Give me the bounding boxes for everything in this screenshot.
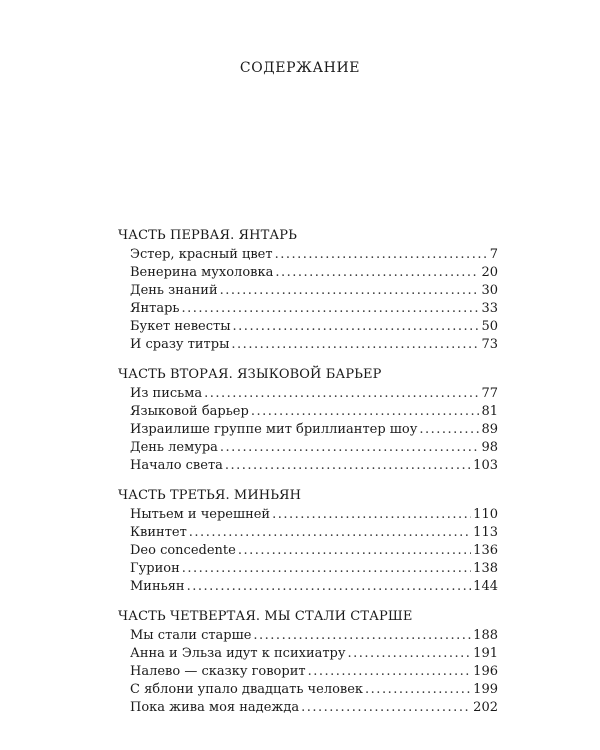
entry-page: 202 bbox=[473, 700, 498, 715]
toc-entry bbox=[118, 542, 498, 560]
dot-leader bbox=[301, 699, 471, 717]
entry-label: Венерина мухоловка bbox=[130, 265, 274, 280]
entry-page: 81 bbox=[481, 404, 498, 419]
entry-label: С яблони упало двадцать человек bbox=[130, 682, 364, 697]
dot-leader bbox=[204, 385, 479, 403]
toc-entry bbox=[118, 645, 498, 663]
entry-label: Налево — сказку говорит bbox=[130, 664, 306, 679]
dot-leader bbox=[238, 542, 471, 560]
entry-page: 73 bbox=[481, 337, 498, 352]
part-title: ЧАСТЬ ВТОРАЯ. ЯЗЫКОВОЙ БАРЬЕР bbox=[118, 367, 382, 382]
entry-label: Букет невесты bbox=[130, 319, 231, 334]
toc-entry bbox=[118, 318, 498, 336]
dot-leader bbox=[251, 403, 480, 421]
dot-leader bbox=[419, 421, 479, 439]
entry-label: Из письма bbox=[130, 386, 203, 401]
dot-leader bbox=[220, 439, 480, 457]
entry-page: 113 bbox=[473, 525, 498, 540]
entry-label: День лемура bbox=[130, 440, 218, 455]
entry-label: И сразу титры bbox=[130, 337, 230, 352]
toc-entry bbox=[118, 681, 498, 699]
toc-entry bbox=[118, 336, 498, 354]
entry-label: Гурион bbox=[130, 561, 180, 576]
toc-entry bbox=[118, 300, 498, 318]
toc-entry bbox=[118, 560, 498, 578]
toc-entry bbox=[118, 506, 498, 524]
dot-leader bbox=[182, 560, 471, 578]
entry-label: Анна и Эльза идут к психиатру bbox=[130, 646, 346, 661]
dot-leader bbox=[182, 300, 480, 318]
toc-entry bbox=[118, 246, 498, 264]
entry-page: 110 bbox=[473, 507, 498, 522]
entry-page: 77 bbox=[481, 386, 498, 401]
dot-leader bbox=[365, 681, 471, 699]
dot-leader bbox=[225, 457, 471, 475]
entry-page: 7 bbox=[489, 247, 498, 262]
entry-page: 20 bbox=[481, 265, 498, 280]
part-title: ЧАСТЬ ЧЕТВЕРТАЯ. МЫ СТАЛИ СТАРШЕ bbox=[118, 609, 413, 624]
entry-page: 138 bbox=[473, 561, 498, 576]
dot-leader bbox=[231, 336, 479, 354]
entry-label: Пока жива моя надежда bbox=[130, 700, 300, 715]
entry-page: 136 bbox=[473, 543, 498, 558]
toc-entry bbox=[118, 699, 498, 717]
toc-part-1 bbox=[118, 226, 498, 354]
entry-page: 103 bbox=[473, 458, 498, 473]
entry-page: 144 bbox=[473, 579, 498, 594]
entry-page: 50 bbox=[481, 319, 498, 334]
entry-label: Эстер, красный цвет bbox=[130, 247, 273, 262]
table-of-contents bbox=[118, 226, 498, 728]
entry-label: Языковой барьер bbox=[130, 404, 249, 419]
entry-label: Deo concedente bbox=[130, 543, 236, 558]
entry-label: Миньян bbox=[130, 579, 185, 594]
entry-label: Мы стали старше bbox=[130, 628, 252, 643]
toc-entry bbox=[118, 421, 498, 439]
entry-label: Нытьем и черешней bbox=[130, 507, 271, 522]
dot-leader bbox=[233, 318, 480, 336]
toc-entry bbox=[118, 524, 498, 542]
toc-entry bbox=[118, 264, 498, 282]
part-title: ЧАСТЬ ПЕРВАЯ. ЯНТАРЬ bbox=[118, 228, 297, 243]
toc-entry bbox=[118, 627, 498, 645]
entry-label: Квинтет bbox=[130, 525, 187, 540]
toc-entry bbox=[118, 663, 498, 681]
entry-label: Израилише группе мит бриллиантер шоу bbox=[130, 422, 418, 437]
entry-page: 89 bbox=[481, 422, 498, 437]
toc-entry bbox=[118, 439, 498, 457]
dot-leader bbox=[275, 246, 488, 264]
dot-leader bbox=[348, 645, 472, 663]
toc-entry bbox=[118, 282, 498, 300]
dot-leader bbox=[220, 282, 480, 300]
entry-page: 191 bbox=[473, 646, 498, 661]
toc-entry bbox=[118, 385, 498, 403]
entry-label: Янтарь bbox=[130, 301, 180, 316]
entry-page: 199 bbox=[473, 682, 498, 697]
entry-page: 98 bbox=[481, 440, 498, 455]
dot-leader bbox=[308, 663, 472, 681]
toc-entry bbox=[118, 578, 498, 596]
toc-part-3 bbox=[118, 486, 498, 596]
toc-entry bbox=[118, 457, 498, 475]
toc-part-4 bbox=[118, 607, 498, 717]
entry-label: День знаний bbox=[130, 283, 218, 298]
dot-leader bbox=[253, 627, 471, 645]
entry-page: 30 bbox=[481, 283, 498, 298]
entry-label: Начало света bbox=[130, 458, 223, 473]
dot-leader bbox=[189, 524, 471, 542]
part-title: ЧАСТЬ ТРЕТЬЯ. МИНЬЯН bbox=[118, 488, 302, 503]
entry-page: 196 bbox=[473, 664, 498, 679]
dot-leader bbox=[272, 506, 471, 524]
entry-page: 188 bbox=[473, 628, 498, 643]
toc-entry bbox=[118, 403, 498, 421]
dot-leader bbox=[275, 264, 479, 282]
entry-page: 33 bbox=[481, 301, 498, 316]
page-title: СОДЕРЖАНИЕ bbox=[239, 60, 361, 76]
toc-part-2 bbox=[118, 365, 498, 475]
dot-leader bbox=[187, 578, 472, 596]
